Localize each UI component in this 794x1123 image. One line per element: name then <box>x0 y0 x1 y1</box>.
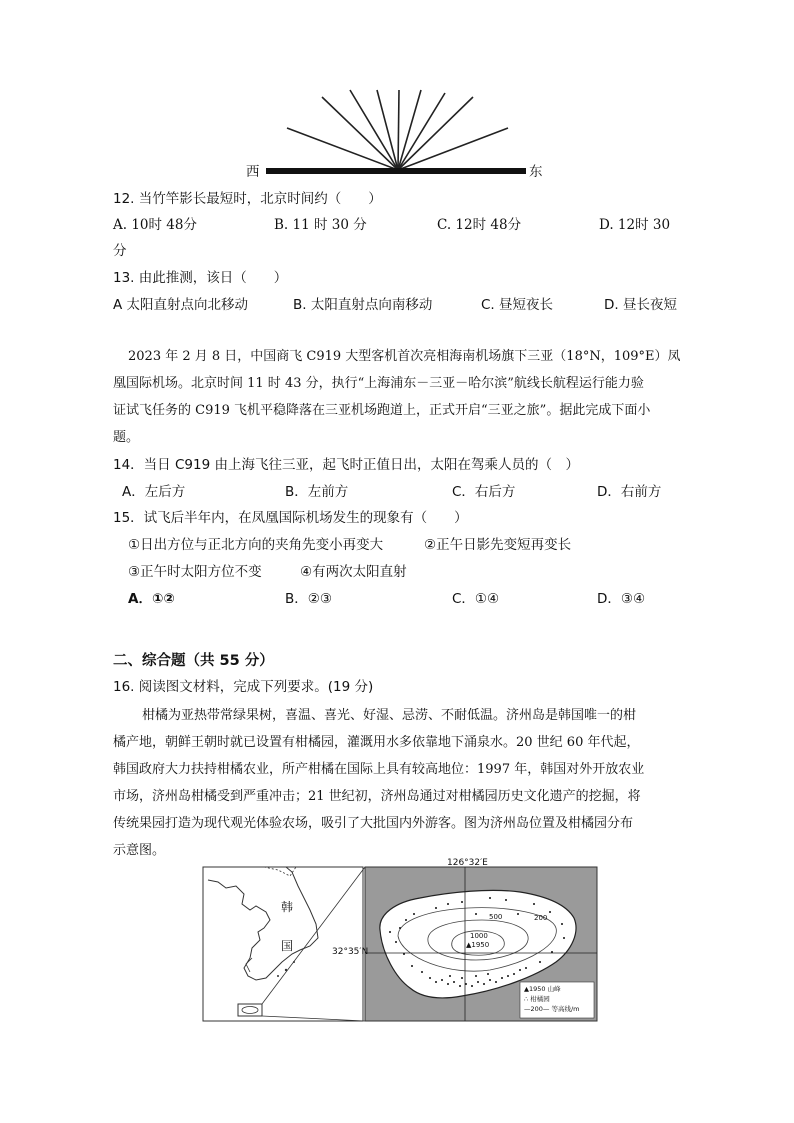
latitude-label: 32°35′N <box>332 947 369 957</box>
question-stem: 14．当日 C919 由上海飞往三亚，起飞时正值日出，太阳在驾乘人员的（ ） <box>113 457 579 473</box>
option-b: B. 太阳直射点向南移动 <box>293 297 433 313</box>
material-line: 橘产地，朝鲜王朝时就已设置有柑橘园，灌溉用水多依靠地下涌泉水。20 世纪 60 年代起， <box>113 735 640 750</box>
statement-1: ①日出方位与正北方向的夹角先变小再变大 <box>128 537 384 553</box>
question-stem: 13. 由此推测，该日（ ） <box>113 270 288 286</box>
legend-orchard: ∴ 柑橘园 <box>524 995 550 1003</box>
legend-contour: —200— 等高线/m <box>524 1005 580 1013</box>
option-d: D．③④ <box>597 591 646 607</box>
question-stem: 12. 当竹竿影长最短时，北京时间约（ ） <box>113 191 382 207</box>
passage-line: 2023 年 2 月 8 日，中国商飞 C919 大型客机首次亮相海南机场旗下三亚（18°N，109°E）凤 <box>128 349 681 364</box>
korea-label-2: 国 <box>281 939 294 953</box>
section-title: 二、综合题（共 55 分） <box>113 653 274 669</box>
east-label: 东 <box>529 164 543 180</box>
option-b: B．左前方 <box>285 484 349 500</box>
korea-label-1: 韩 <box>281 900 294 914</box>
option-d-wrap: 分 <box>113 243 127 259</box>
option-b: B．②③ <box>285 591 332 607</box>
west-label: 西 <box>246 164 260 180</box>
material-line: 传统果园打造为现代观光体验农场，吸引了大批国内外游客。图为济州岛位置及柑橘园分布 <box>113 816 634 831</box>
longitude-label: 126°32′E <box>447 858 488 868</box>
statement-3: ③正午时太阳方位不变 <box>128 564 262 580</box>
option-a: A．①② <box>128 591 175 607</box>
contour-200-label: 200 <box>534 914 548 922</box>
option-a: A．左后方 <box>122 484 186 500</box>
contour-500-label: 500 <box>489 913 503 921</box>
option-c: C．①④ <box>452 591 500 607</box>
material-line: 韩国政府大力扶持柑橘农业，所产柑橘在国际上具有较高地位：1997 年，韩国对外开放农业 <box>113 762 645 777</box>
option-a: A. 10时 48分 <box>113 217 197 233</box>
passage-line: 题。 <box>113 430 140 445</box>
option-c: C. 12时 48分 <box>437 217 522 233</box>
material-line: 柑橘为亚热带常绿果树，喜温、喜光、好湿、忌涝、不耐低温。济州岛是韩国唯一的柑 <box>142 708 637 723</box>
passage-line: 证试飞任务的 C919 飞机平稳降落在三亚机场跑道上，正式开启“三亚之旅”。据此完成下面小 <box>113 403 651 418</box>
material-line: 市场，济州岛柑橘受到严重冲击；21 世纪初，济州岛通过对柑橘园历史文化遗产的挖掘，将 <box>113 789 641 804</box>
passage-line: 凰国际机场。北京时间 11 时 43 分，执行“上海浦东－三亚－哈尔滨”航线长航程运行能力验 <box>113 376 644 391</box>
option-d: D. 昼长夜短 <box>604 297 677 313</box>
peak-label: ▲1950 <box>466 941 490 949</box>
option-c: C. 昼短夜长 <box>481 297 554 313</box>
statement-4: ④有两次太阳直射 <box>300 564 407 580</box>
option-a: A 太阳直射点向北移动 <box>113 297 249 313</box>
statement-2: ②正午日影先变短再变长 <box>424 537 572 553</box>
question-stem: 15．试飞后半年内，在凤凰国际机场发生的现象有（ ） <box>113 510 468 526</box>
material-line: 示意图。 <box>113 843 166 858</box>
contour-1000-label: 1000 <box>470 932 488 940</box>
question-stem: 16. 阅读图文材料，完成下列要求。(19 分) <box>113 679 374 695</box>
option-c: C．右后方 <box>452 484 516 500</box>
option-d: D. 12时 30 <box>599 217 671 233</box>
sun-rays-graphic <box>240 88 560 183</box>
legend-peak: ▲1950 山峰 <box>524 985 561 993</box>
option-b: B. 11 时 30 分 <box>274 217 367 233</box>
option-d: D．右前方 <box>597 484 662 500</box>
